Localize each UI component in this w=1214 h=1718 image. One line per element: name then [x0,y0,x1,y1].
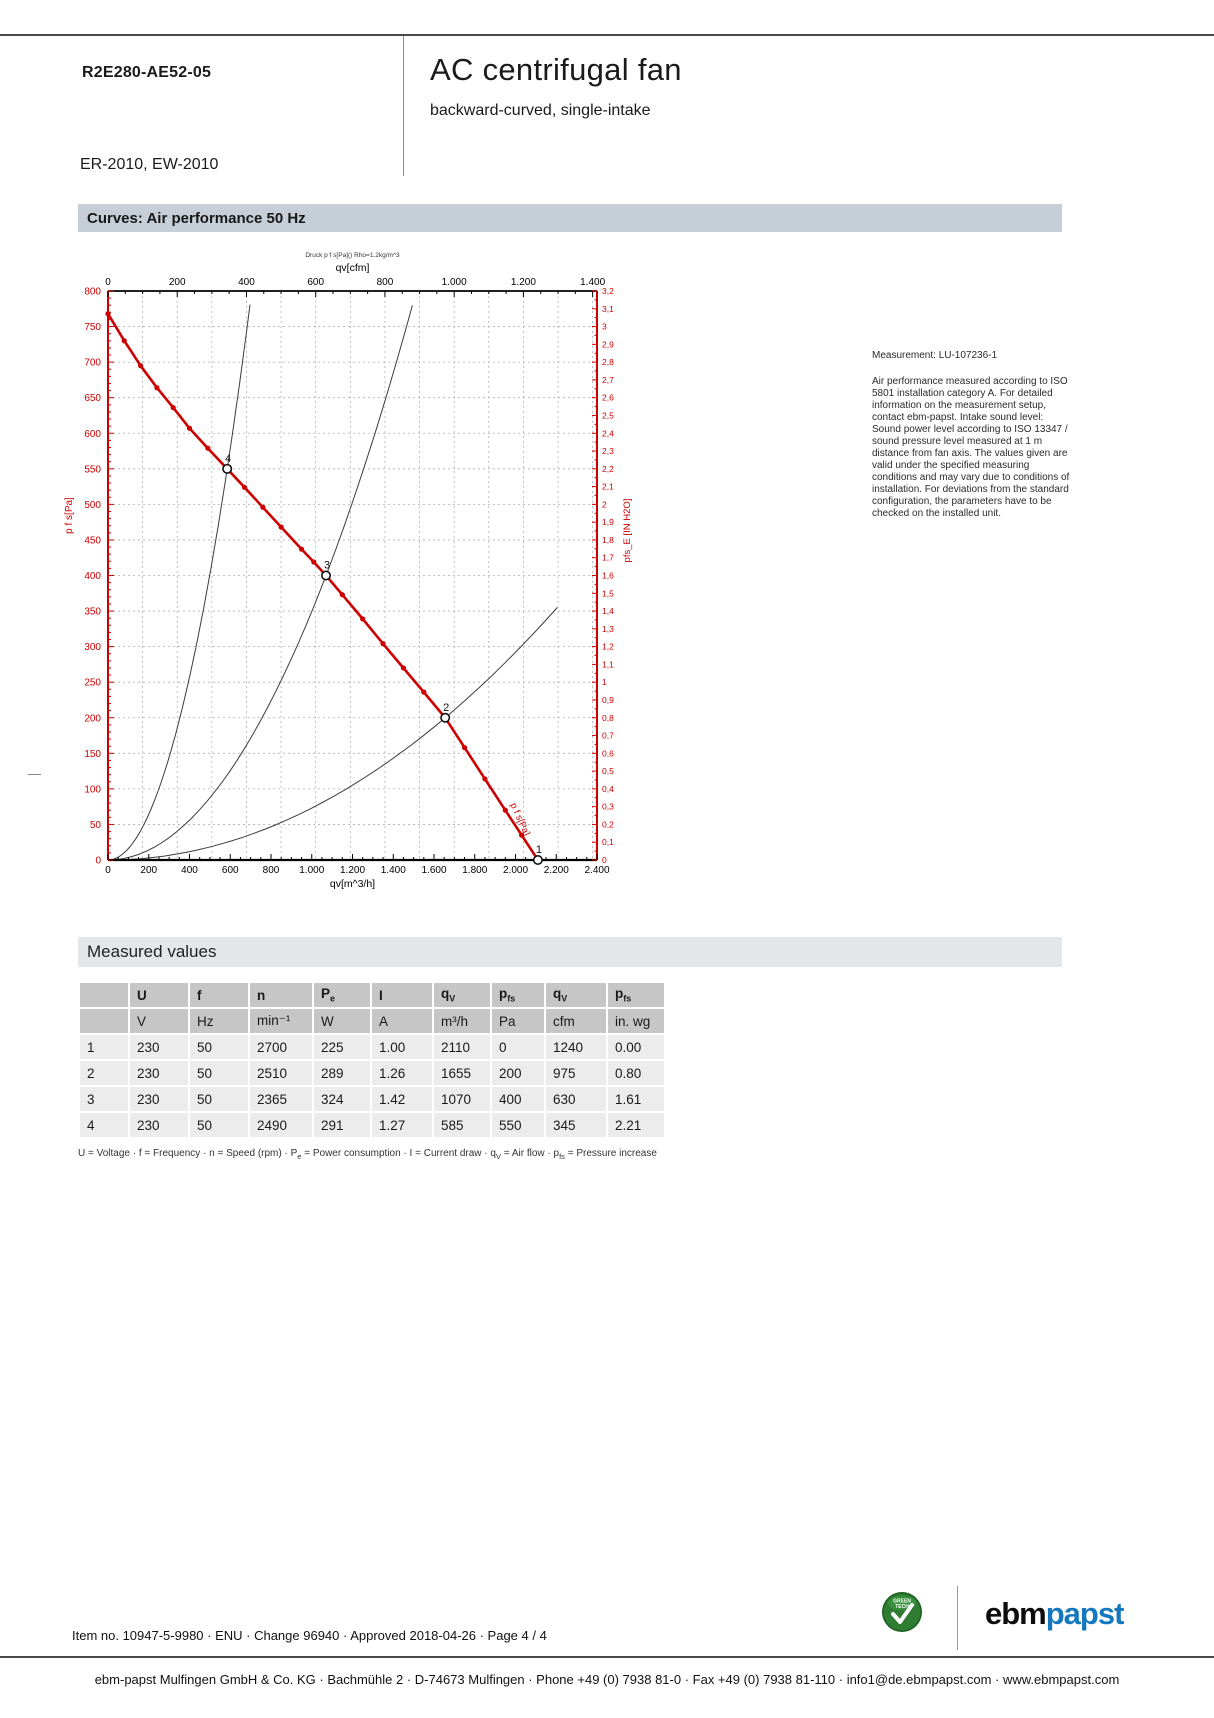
svg-text:TECH: TECH [895,1604,909,1610]
table-cell: 4 [80,1113,128,1137]
table-cell: 2365 [250,1087,312,1111]
table-cell: 1070 [434,1087,490,1111]
table-cell: 2110 [434,1035,490,1059]
tick-label-bottom: 2.000 [502,865,529,876]
table-cell: 400 [492,1087,544,1111]
tick-label-bottom: 400 [181,865,198,876]
table-row [80,1087,664,1111]
table-cell: 975 [546,1061,606,1085]
tick-label-right: 1,5 [602,588,614,599]
table-cell: 1 [80,1035,128,1059]
table-cell: 345 [546,1113,606,1137]
greentech-badge-icon [880,1590,924,1634]
table-header-cell: $p_{fs}$ [492,983,544,1007]
fan-curve-dot [340,592,345,597]
table-unit-cell: min⁻¹ [250,1009,312,1033]
tick-label-bottom: 800 [262,865,280,876]
fan-curve-dot [503,808,508,813]
tick-label-left: 550 [84,464,101,476]
table-cell: 50 [190,1061,248,1085]
table-cell: 3 [80,1087,128,1111]
tick-label-left: 400 [84,571,101,582]
fan-curve-dot [171,405,176,410]
tick-label-top: 400 [238,277,255,288]
table-cell: 1.42 [372,1087,432,1111]
table-cell: 1.27 [372,1113,432,1137]
operating-point-label: 1 [535,844,542,856]
table-row [80,1035,664,1059]
fan-curve-dot [154,385,159,390]
measurement-note [872,350,1072,520]
table-header-cell: U [130,983,188,1007]
measurement-body: Air performance measured according to ISO 5801 installation category A. For detailed information on the measurement setup, contact ebm-papst. Intake sound level: Sound power level according to ISO 13347 / sound pressure level measured at 1 m distance from fan axis. The values given are valid under the specified measuring conditions and may vary due to conditions of installation. For deviations from the standard configuration, the parameters have to be checked on the installed unit. [872,376,1070,519]
fan-curve-dot [311,559,316,564]
tick-label-top: 200 [168,277,186,288]
table-cell: 1655 [434,1061,490,1085]
tick-label-right: 0,7 [602,730,614,741]
table-cell: 1.61 [608,1087,664,1111]
tick-label-right: 0,5 [602,766,614,777]
table-cell: 324 [314,1087,370,1111]
chart-svg [50,243,710,908]
table-cell: 550 [492,1113,544,1137]
table-header-cell: $p_{fs}$ [608,983,664,1007]
table-cell: 2.21 [608,1113,664,1137]
tick-label-right: 0,9 [602,694,614,705]
table-cell: 585 [434,1113,490,1137]
table-cell: 291 [314,1113,370,1137]
tick-label-top: 1.400 [580,277,606,288]
table-cell: 230 [130,1113,188,1137]
fan-curve-dot [242,485,247,490]
top-rule [0,34,1214,36]
table-cell: 230 [130,1035,188,1059]
operating-point-2 [441,714,449,722]
tick-label-bottom: 600 [221,865,239,876]
tick-label-top: 1.000 [441,277,467,288]
table-header-cell: f [190,983,248,1007]
table-cell: 50 [190,1113,248,1137]
fan-curve-dot [138,363,143,368]
operating-point-label: 3 [323,559,331,572]
table-row [80,1061,664,1085]
operating-point-1 [534,856,542,864]
tick-label-bottom: 1.200 [339,865,366,876]
logo-part-papst: papst [1045,1596,1124,1631]
table-header-cell: $q_V$ [434,983,490,1007]
tick-label-bottom: 1.600 [421,865,447,876]
tick-label-left: 650 [84,393,101,405]
model-series: ER-2010, EW-2010 [80,156,219,173]
tick-label-right: 2,4 [602,428,614,439]
table-cell: 225 [314,1035,370,1059]
fan-curve-dot [421,690,426,695]
tick-label-right: 0 [602,855,607,865]
fan-curve-dot [360,616,365,621]
tick-label-right: 0,8 [602,712,614,723]
tick-label-left: 700 [84,357,101,369]
tick-label-bottom: 200 [140,865,158,876]
tick-label-right: 2,9 [602,339,614,350]
table-cell: 2490 [250,1113,312,1137]
bottom-rule [0,1656,1214,1658]
table-cell: 0.00 [608,1035,664,1059]
part-number: R2E280-AE52-05 [82,64,212,81]
tick-label-right: 1,2 [602,641,614,652]
table-cell: 1.00 [372,1035,432,1059]
table-cell: 230 [130,1061,188,1085]
tick-label-top: 0 [105,277,111,288]
tick-label-bottom: 1.000 [299,865,325,876]
section-header-measured: Measured values [78,937,1062,967]
table-header-cell [80,983,128,1007]
table-unit-cell: m³/h [434,1009,490,1033]
tick-label-top: 1.200 [510,277,536,288]
fan-curve-dot [482,776,487,781]
fan-curve-dot [380,641,385,646]
table-unit-cell: V [130,1009,188,1033]
fan-curve-dot [187,426,192,431]
table-header-row [80,983,664,1007]
fan-curve-label: p f s[Pa] [507,801,532,838]
table-unit-cell: Hz [190,1009,248,1033]
axis-label-left: p f s[Pa] [64,497,75,534]
fan-curve-dot [122,338,127,343]
tick-label-right: 2 [602,499,607,510]
tick-label-right: 1,6 [602,570,614,581]
tick-label-top: 600 [307,277,325,288]
fan-curve [108,314,538,860]
air-performance-chart [50,243,710,908]
tick-label-left: 50 [89,819,101,831]
table-cell: 1.26 [372,1061,432,1085]
table-cell: 230 [130,1087,188,1111]
tick-label-right: 1,8 [602,534,614,545]
tick-label-bottom: 2.200 [543,865,569,876]
table-units-row [80,1009,664,1033]
table-cell: 0.80 [608,1061,664,1085]
tick-label-right: 1,1 [602,659,614,670]
tick-label-left: 200 [84,713,101,725]
tick-label-right: 3 [602,321,607,332]
chart-mini-title: Druck p f s[Pa]() Rho=1.2kg/m^3 [305,252,400,259]
tick-label-left: 300 [84,642,101,654]
tick-label-right: 1,9 [602,517,614,528]
table-unit-cell: W [314,1009,370,1033]
header-divider [403,36,404,176]
page-title: AC centrifugal fan [430,52,682,87]
table-cell: 289 [314,1061,370,1085]
tick-label-left: 250 [84,677,101,689]
tick-label-left: 600 [84,428,101,440]
tick-label-top: 800 [376,277,394,288]
page-subtitle: backward-curved, single-intake [430,102,651,119]
tick-label-left: 150 [84,748,101,760]
tick-label-left: 500 [84,499,101,511]
table-cell: 2 [80,1061,128,1085]
tick-label-right: 0,1 [602,837,614,848]
logo-part-ebm: ebm [985,1596,1046,1631]
fan-curve-dot [205,446,210,451]
svg-text:GREEN: GREEN [893,1598,911,1605]
table-cell: 50 [190,1035,248,1059]
tick-label-bottom: 2.400 [584,865,610,876]
tick-label-right: 0,2 [602,819,614,830]
operating-point-label: 4 [225,452,232,465]
tick-label-right: 3,2 [602,286,614,296]
footer-divider [957,1586,958,1650]
tick-label-right: 0,6 [602,748,614,759]
table-unit-cell: A [372,1009,432,1033]
tick-label-right: 0,3 [602,801,614,812]
operating-point-label: 2 [443,701,450,714]
ebmpapst-logo [985,1596,1123,1632]
system-curve-3 [108,305,412,860]
fan-curve-dot [279,525,284,530]
footer-meta: Item no. 10947-5-9980 · ENU · Change 96940 · Approved 2018-04-26 · Page 4 / 4 [72,1628,547,1643]
tick-label-bottom: 1.800 [462,865,488,876]
table-cell: 2700 [250,1035,312,1059]
fan-curve-dot [299,547,304,552]
table-cell: 1240 [546,1035,606,1059]
table-cell: 50 [190,1087,248,1111]
table-header-cell: $q_V$ [546,983,606,1007]
tick-label-right: 0,4 [602,783,614,794]
tick-label-right: 2,2 [602,463,614,474]
measured-values-table [78,981,666,1139]
fan-curve-dot [462,745,467,750]
table-cell: 630 [546,1087,606,1111]
tick-label-right: 1 [602,677,607,688]
tick-label-right: 1,7 [602,552,614,563]
tick-label-bottom: 0 [105,865,111,876]
operating-point-4 [223,465,231,473]
table-header-cell: $P_e$ [314,983,370,1007]
tick-label-right: 1,3 [602,623,614,634]
tick-label-bottom: 1.400 [380,865,406,876]
table-footnote: U = Voltage · f = Frequency · n = Speed $(rpm) \cdot P_e$ = Power consumption · I = Current draw · $q_V$ = Air flow · $p_{fs}$ = Pressure increase [78,1148,657,1161]
table-row [80,1113,664,1137]
tick-label-right: 2,3 [602,446,614,457]
table-header-cell: n [250,983,312,1007]
table-unit-cell: cfm [546,1009,606,1033]
table-cell: 2510 [250,1061,312,1085]
tick-label-left: 750 [84,322,101,334]
margin-tick: — [28,766,41,781]
tick-label-right: 1,4 [602,606,614,617]
table-unit-cell [80,1009,128,1033]
tick-label-right: 2,6 [602,392,614,403]
tick-label-left: 0 [95,855,101,867]
tick-label-right: 2,8 [602,357,614,368]
tick-label-left: 350 [84,606,101,618]
measurement-ref: Measurement: LU-107236-1 [872,350,998,361]
table-cell: 200 [492,1061,544,1085]
table-unit-cell: in. wg [608,1009,664,1033]
tick-label-left: 800 [84,286,101,298]
operating-point-3 [322,571,330,579]
system-curve-4 [108,305,250,860]
table-cell: 0 [492,1035,544,1059]
axis-label-bottom: qv[m^3/h] [329,878,376,890]
table-header-cell: I [372,983,432,1007]
section-header-curves: Curves: Air performance 50 Hz [78,204,1062,232]
tick-label-right: 2,1 [602,481,614,492]
tick-label-right: 3,1 [602,303,614,314]
table-unit-cell: Pa [492,1009,544,1033]
axis-label-right: pfs_E [IN H2O] [622,498,633,563]
fan-curve-dot [401,665,406,670]
tick-label-left: 450 [84,535,101,547]
axis-label-top: qv[cfm] [335,262,370,274]
tick-label-right: 2,5 [602,410,614,421]
tick-label-left: 100 [84,784,101,796]
fan-curve-dot [260,505,265,510]
company-address: ebm-papst Mulfingen GmbH & Co. KG · Bachmühle 2 · D-74673 Mulfingen · Phone +49 (0) 7938 81-0 · Fax +49 (0) 7938 81-110 · info1@de.ebmpapst.com · www.ebmpapst.com [94,1672,1120,1687]
tick-label-right: 2,7 [602,374,614,385]
